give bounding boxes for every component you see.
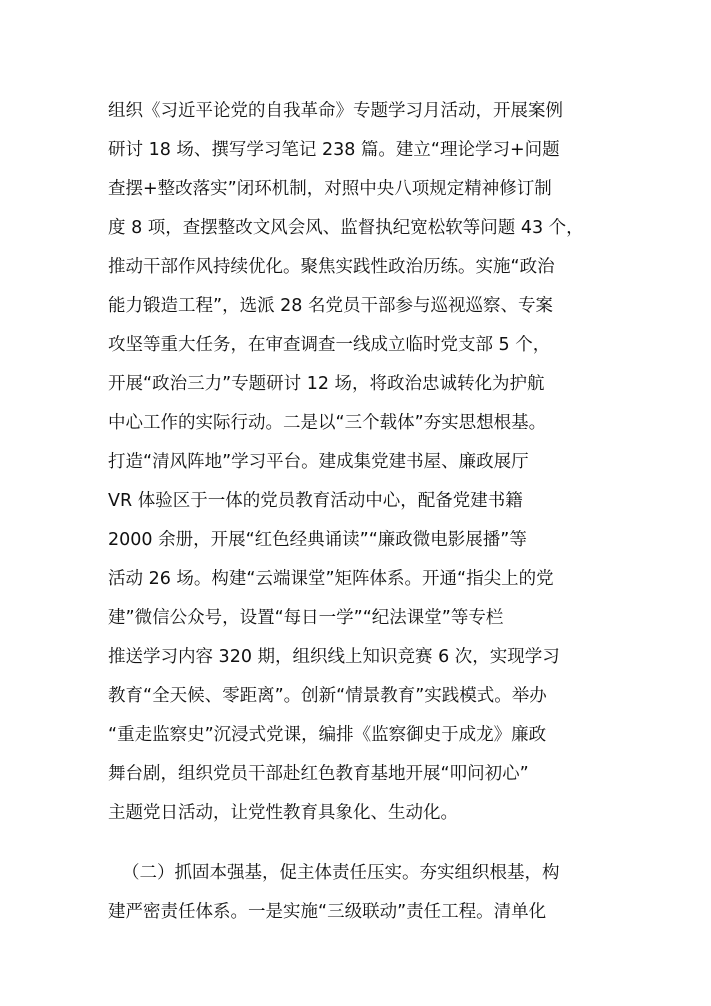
text-line: “重走监察史”沉浸式党课，编排《监察御史于成龙》廉政 — [108, 725, 547, 745]
text-line: 舞台剧，组织党员干部赴红色教育基地开展“叩问初心” — [108, 764, 529, 784]
text-line: 研讨 18 场、撰写学习笔记 238 篇。建立“理论学习+问题 — [108, 140, 560, 160]
text-line: 建严密责任体系。一是实施“三级联动”责任工程。清单化 — [108, 902, 547, 922]
text-line: 中心工作的实际行动。二是以“三个载体”夯实思想根基。 — [108, 413, 547, 433]
text-line: 主题党日活动，让党性教育具象化、生动化。 — [108, 803, 458, 823]
text-line: 推送学习内容 320 期，组织线上知识竞赛 6 次，实现学习 — [108, 647, 560, 667]
text-line: 查摆+整改落实”闭环机制，对照中央八项规定精神修订制 — [108, 179, 552, 199]
section-heading-line: （二）抓固本强基，促主体责任压实。夯实组织根基，构 — [122, 863, 560, 883]
text-line: 能力锻造工程”，选派 28 名党员干部参与巡视巡察、专案 — [108, 296, 553, 316]
text-line: 活动 26 场。构建“云端课堂”矩阵体系。开通“指尖上的党 — [108, 569, 554, 589]
text-line: 2000 余册，开展“红色经典诵读”“廉政微电影展播”等 — [108, 530, 527, 550]
text-line: 推动干部作风持续优化。聚焦实践性政治历练。实施“政治 — [108, 257, 555, 277]
text-line: 攻坚等重大任务，在审查调查一线成立临时党支部 5 个， — [108, 335, 551, 355]
text-line: 组织《习近平论党的自我革命》专题学习月活动，开展案例 — [108, 101, 563, 121]
text-line: VR 体验区于一体的党员教育活动中心，配备党建书籍 — [108, 491, 523, 511]
text-line: 打造“清风阵地”学习平台。建成集党建书屋、廉政展厅 — [108, 452, 529, 472]
text-line: 教育“全天候、零距离”。创新“情景教育”实践模式。举办 — [108, 686, 547, 706]
text-line: 度 8 项，查摆整改文风会风、监督执纪宽松软等问题 43 个， — [108, 218, 584, 238]
text-line: 开展“政治三力”专题研讨 12 场，将政治忠诚转化为护航 — [108, 374, 545, 394]
text-line: 建”微信公众号，设置“每日一学”“纪法课堂”等专栏 — [108, 608, 504, 628]
